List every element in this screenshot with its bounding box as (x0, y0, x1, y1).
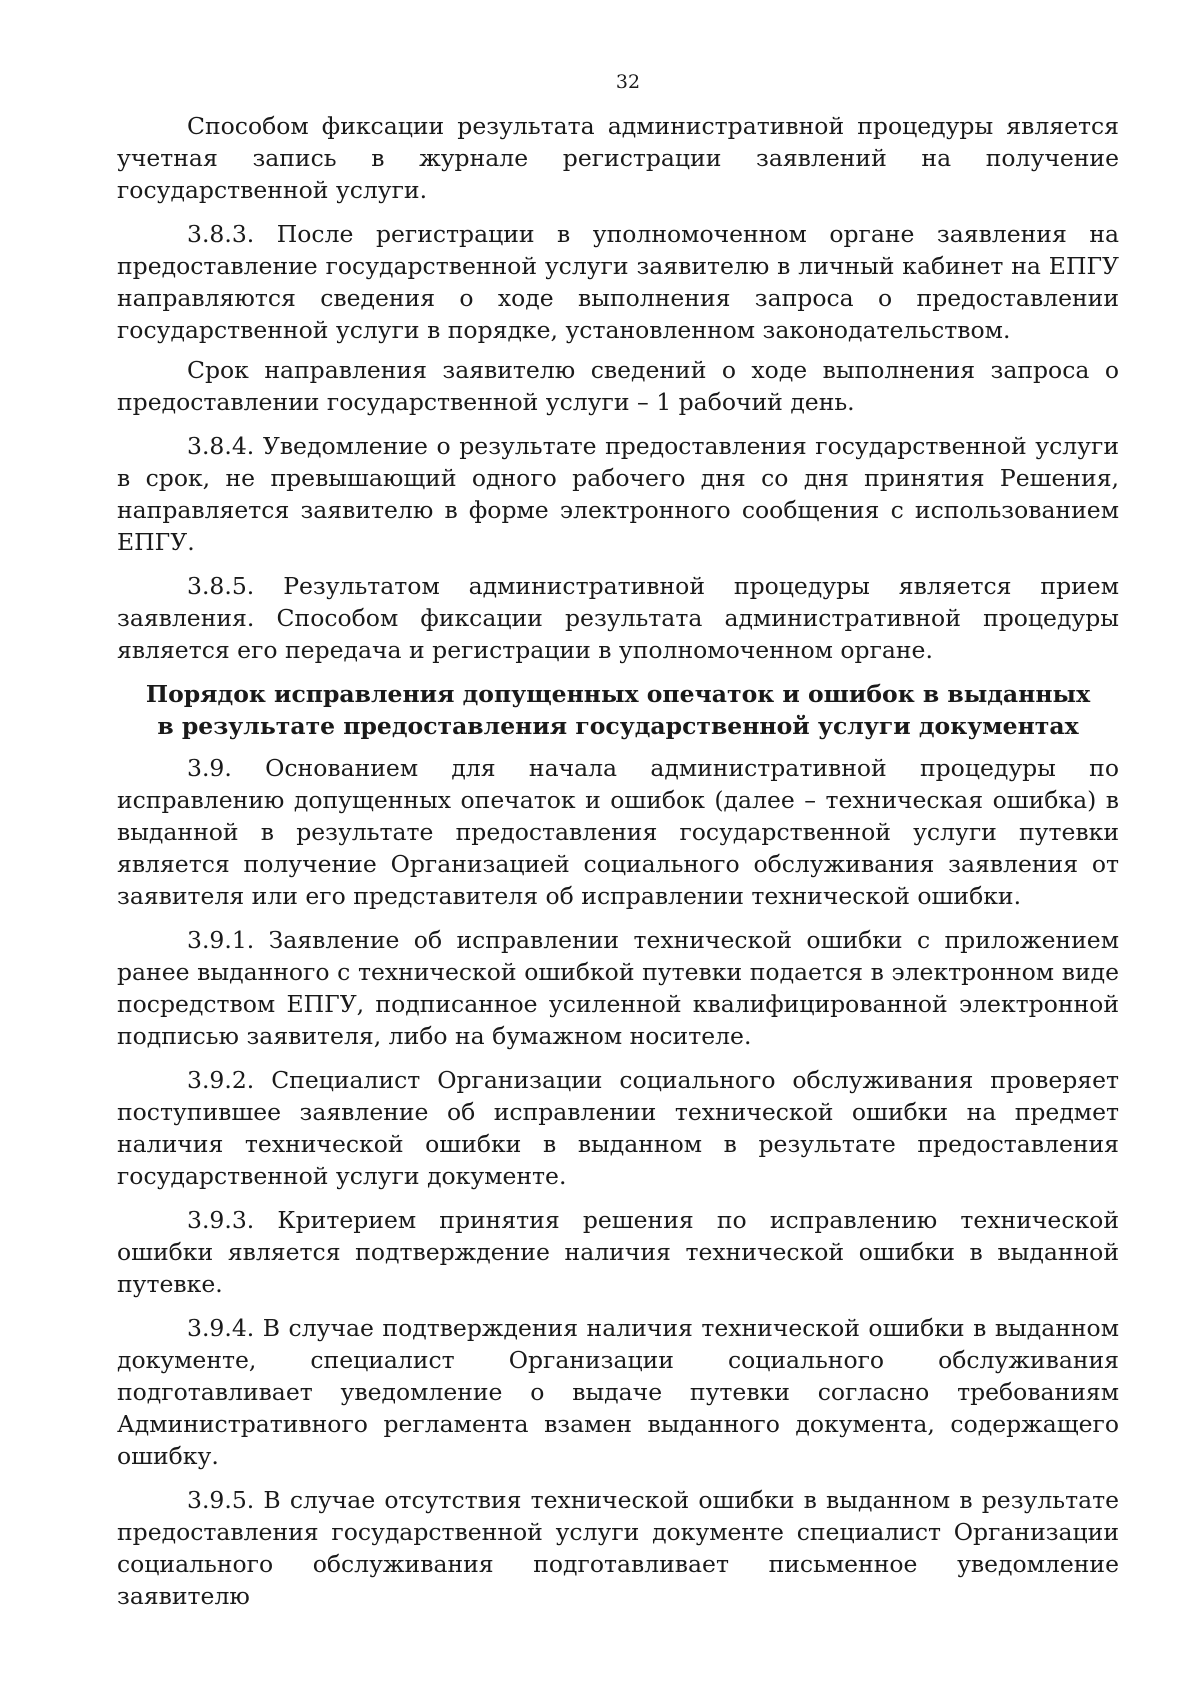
paragraph-fixation-method: Способом фиксации результата административной процедуры является учетная запись в журнале регистрации заявлений на получение государственной услуги. (117, 112, 1119, 204)
section-heading-line-1: Порядок исправления допущенных опечаток и ошибок в выданных (145, 680, 1091, 708)
paragraph-3-9-4: 3.9.4. В случае подтверждения наличия технической ошибки в выданном документе, специалист Организации социального обслуживания подготавливает уведомление о выдаче путевки согласно требованиям Административного регламента взамен выданного документа, содержащего ошибку. (117, 1314, 1119, 1470)
section-heading-line-2: в результате предоставления государственной услуги документах (157, 712, 1079, 740)
paragraph-3-8-5: 3.8.5. Результатом административной процедуры является прием заявления. Способом фиксации результата административной процедуры является его передача и регистрации в уполномоченном органе. (117, 572, 1119, 664)
paragraph-3-9-1: 3.9.1. Заявление об исправлении технической ошибки с приложением ранее выданного с технической ошибкой путевки подается в электронном виде посредством ЕПГУ, подписанное усиленной квалифицированной электронной подписью заявителя, либо на бумажном носителе. (117, 926, 1119, 1050)
paragraph-3-8-3: 3.8.3. После регистрации в уполномоченном органе заявления на предоставление государственной услуги заявителю в личный кабинет на ЕПГУ направляются сведения о ходе выполнения запроса о предоставлении государственной услуги в порядке, установленном законодательством. (117, 220, 1119, 344)
section-heading (117, 678, 1119, 742)
paragraph-3-9-5: 3.9.5. В случае отсутствия технической ошибки в выданном в результате предоставления государственной услуги документе специалист Организации социального обслуживания подготавливает письменное уведомление заявителю (117, 1486, 1119, 1610)
page-number: 32 (615, 71, 641, 93)
document-page (117, 70, 1119, 1624)
paragraph-3-8-4: 3.8.4. Уведомление о результате предоставления государственной услуги в срок, не превышающий одного рабочего дня со дня принятия Решения, направляется заявителю в форме электронного сообщения с использованием ЕПГУ. (117, 432, 1119, 556)
paragraph-3-9: 3.9. Основанием для начала административной процедуры по исправлению допущенных опечаток и ошибок (далее – техническая ошибка) в выданной в результате предоставления государственной услуги путевки является получение Организацией социального обслуживания заявления от заявителя или его представителя об исправлении технической ошибки. (117, 754, 1119, 910)
paragraph-deadline: Срок направления заявителю сведений о ходе выполнения запроса о предоставлении государственной услуги – 1 рабочий день. (117, 356, 1119, 416)
paragraph-3-9-3: 3.9.3. Критерием принятия решения по исправлению технической ошибки является подтверждение наличия технической ошибки в выданной путевке. (117, 1206, 1119, 1298)
paragraph-3-9-2: 3.9.2. Специалист Организации социального обслуживания проверяет поступившее заявление об исправлении технической ошибки на предмет наличия технической ошибки в выданном в результате предоставления государственной услуги документе. (117, 1066, 1119, 1190)
